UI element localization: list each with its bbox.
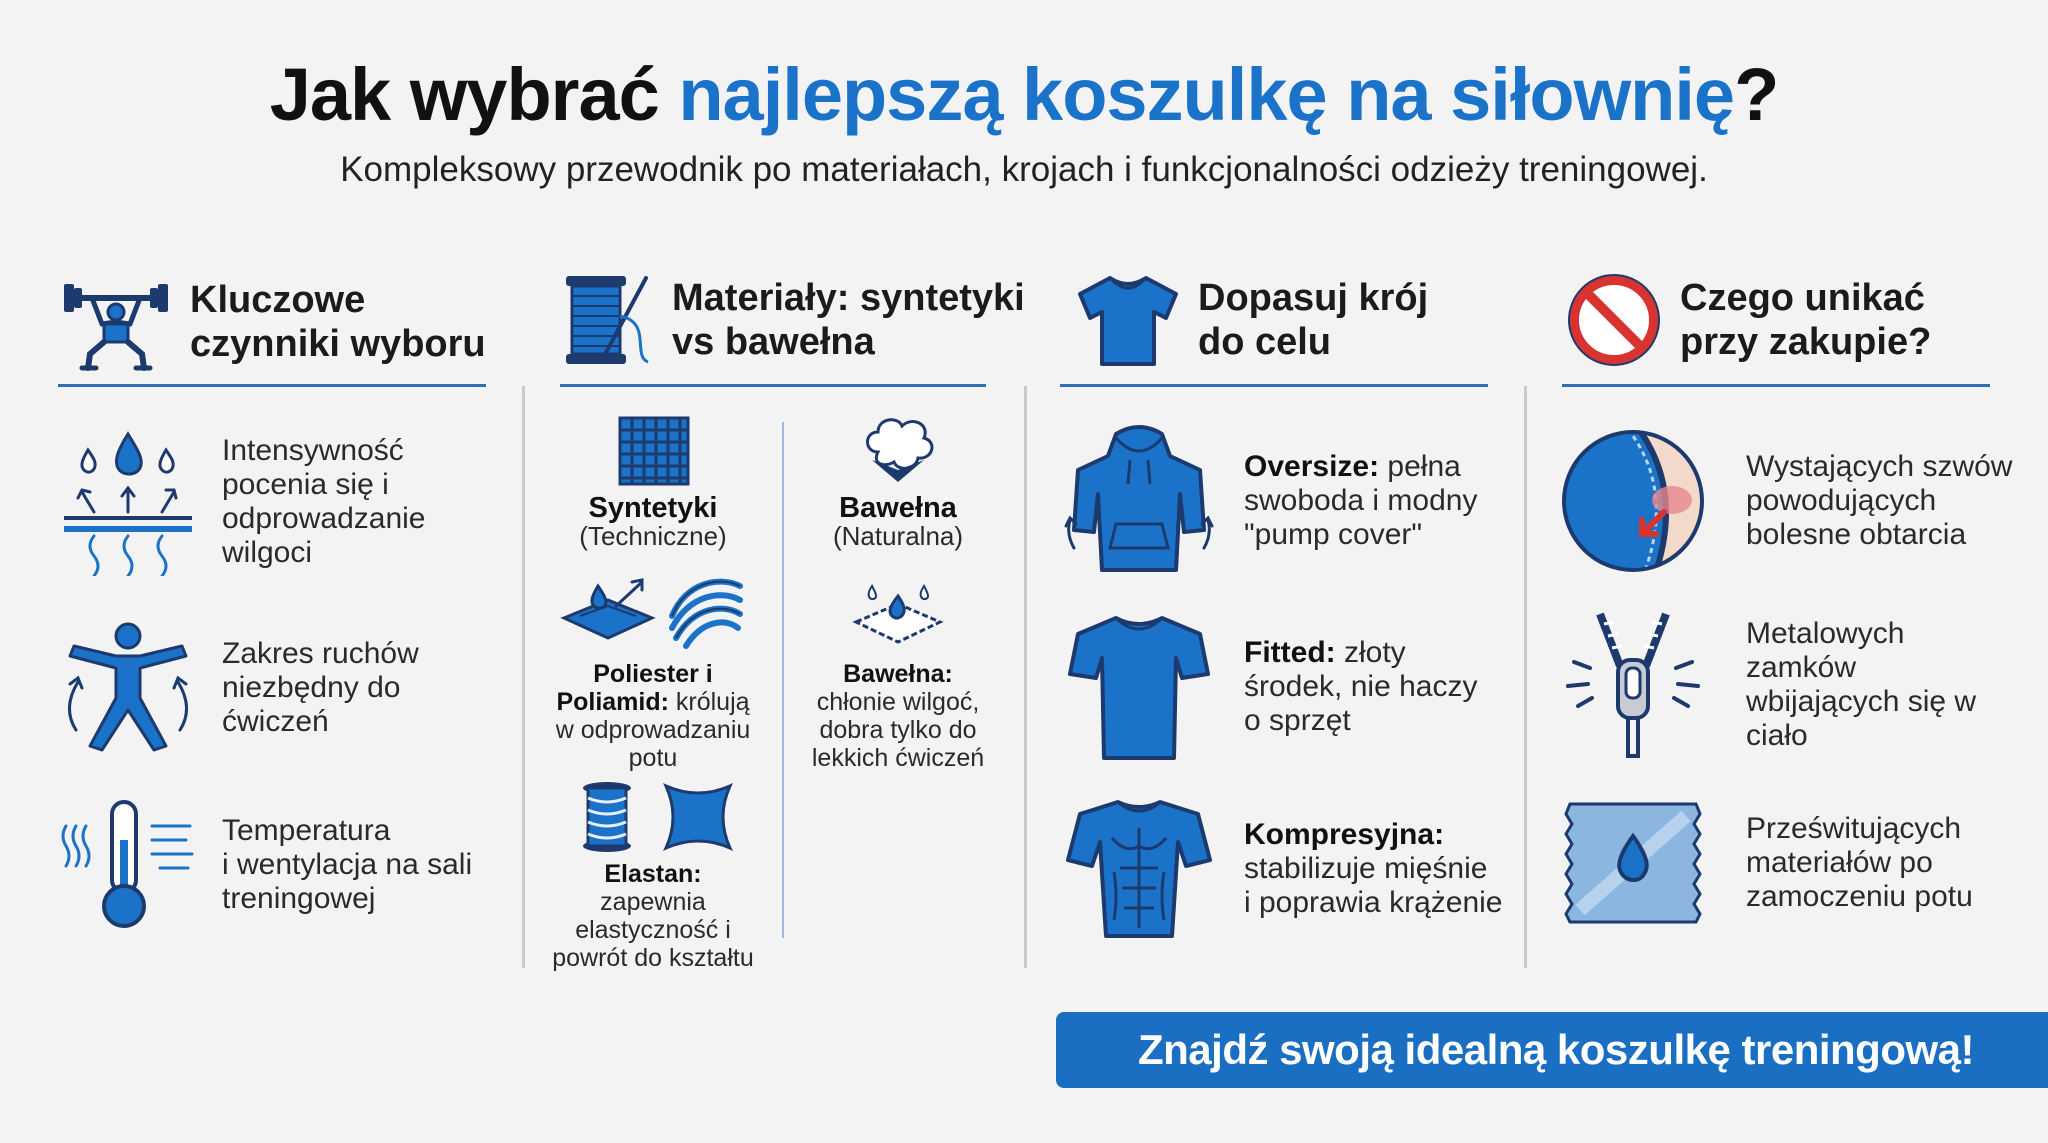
range-of-motion-icon xyxy=(60,620,196,756)
thread-spool-icon xyxy=(562,272,654,368)
polyester-text: Poliester i Poliamid: królują w odprowadzaniu potu xyxy=(555,660,751,772)
cotton-label: Bawełna (Naturalna) xyxy=(832,492,964,551)
col3-item-oversize-text: Oversize: pełna swoboda i modny "pump cover" xyxy=(1244,450,1478,551)
col3-item-compression xyxy=(1064,796,1502,942)
col4-item-seams xyxy=(1560,428,2012,574)
col3-header xyxy=(1076,272,1428,368)
col4-item-seethrough xyxy=(1560,798,1973,928)
col1-item-motion-text: Zakres ruchów niezbędny do ćwiczeń xyxy=(222,637,419,738)
zipper-icon xyxy=(1560,610,1706,760)
cta-banner[interactable]: Znajdź swoją idealną koszulkę treningową! xyxy=(1056,1012,2048,1088)
col1-header xyxy=(60,272,486,372)
fiber-twist-icon xyxy=(666,572,746,652)
col4-title: Czego unikać przy zakupie? xyxy=(1680,277,1932,363)
cotton-text: Bawełna: chłonie wilgoć, dobra tylko do lekkich ćwiczeń xyxy=(811,660,985,772)
col4-item-zippers xyxy=(1560,610,1976,760)
col1-title: Kluczowe czynniki wyboru xyxy=(190,279,486,365)
col2-rule xyxy=(560,384,986,387)
cotton-plant-icon xyxy=(858,412,938,488)
see-through-fabric-icon xyxy=(1560,798,1706,928)
col4-item-zippers-text: Metalowych zamków wbijających się w ciało xyxy=(1746,617,1977,752)
col1-rule xyxy=(58,384,486,387)
col3-item-oversize xyxy=(1064,424,1477,578)
mesh-fabric-icon xyxy=(614,412,694,490)
col2-header xyxy=(562,272,1025,368)
col2-title: Materiały: syntetyki vs bawełna xyxy=(672,277,1025,363)
sweat-drops-icon xyxy=(60,428,196,576)
column-divider xyxy=(522,386,525,968)
col3-item-fitted xyxy=(1064,612,1477,762)
col3-item-compression-text: Kompresyjna: stabilizuje mięśnie i poprawia krążenie xyxy=(1244,818,1503,919)
col1-item-sweat xyxy=(60,428,425,576)
hoodie-icon xyxy=(1064,424,1214,578)
column-divider xyxy=(1524,386,1527,968)
compression-shirt-icon xyxy=(1064,796,1214,942)
col3-item-fitted-text: Fitted: złoty środek, nie haczy o sprzęt xyxy=(1244,636,1478,737)
col1-item-temperature-text: Temperatura i wentylacja na sali treningowej xyxy=(222,814,473,915)
elastic-spool-icon xyxy=(578,780,636,854)
col1-item-motion xyxy=(60,620,419,756)
tshirt-icon xyxy=(1076,272,1180,368)
material-divider xyxy=(782,422,784,938)
seam-chafing-icon xyxy=(1560,428,1706,574)
col1-item-sweat-text: Intensywność pocenia się i odprowadzanie wilgoci xyxy=(222,434,426,569)
weightlifter-icon xyxy=(60,272,172,372)
col4-header xyxy=(1566,272,1931,368)
column-divider xyxy=(1024,386,1027,968)
col1-item-temperature xyxy=(60,800,472,930)
fitted-shirt-icon xyxy=(1064,612,1214,762)
elastan-text: Elastan: zapewnia elastyczność i powrót do kształtu xyxy=(552,860,754,972)
col4-item-seams-text: Wystających szwów powodujących bolesne obtarcia xyxy=(1746,450,2013,551)
col4-item-seethrough-text: Prześwitujących materiałów po zamoczeniu potu xyxy=(1746,812,1973,913)
col3-title: Dopasuj krój do celu xyxy=(1198,277,1429,363)
stretch-fabric-icon xyxy=(660,780,736,854)
synthetic-label: Syntetyki (Techniczne) xyxy=(579,492,727,551)
col4-rule xyxy=(1562,384,1990,387)
page-title: Jak wybrać najlepszą koszulkę na siłownię? xyxy=(269,53,1779,136)
page-subtitle: Kompleksowy przewodnik po materiałach, krojach i funkcjonalności odzieży treningowej. xyxy=(340,150,1708,189)
prohibited-icon xyxy=(1566,272,1662,368)
absorbing-cloth-icon xyxy=(852,576,944,652)
wicking-fabric-icon xyxy=(560,572,656,648)
thermometer-icon xyxy=(60,800,196,930)
col3-rule xyxy=(1060,384,1488,387)
